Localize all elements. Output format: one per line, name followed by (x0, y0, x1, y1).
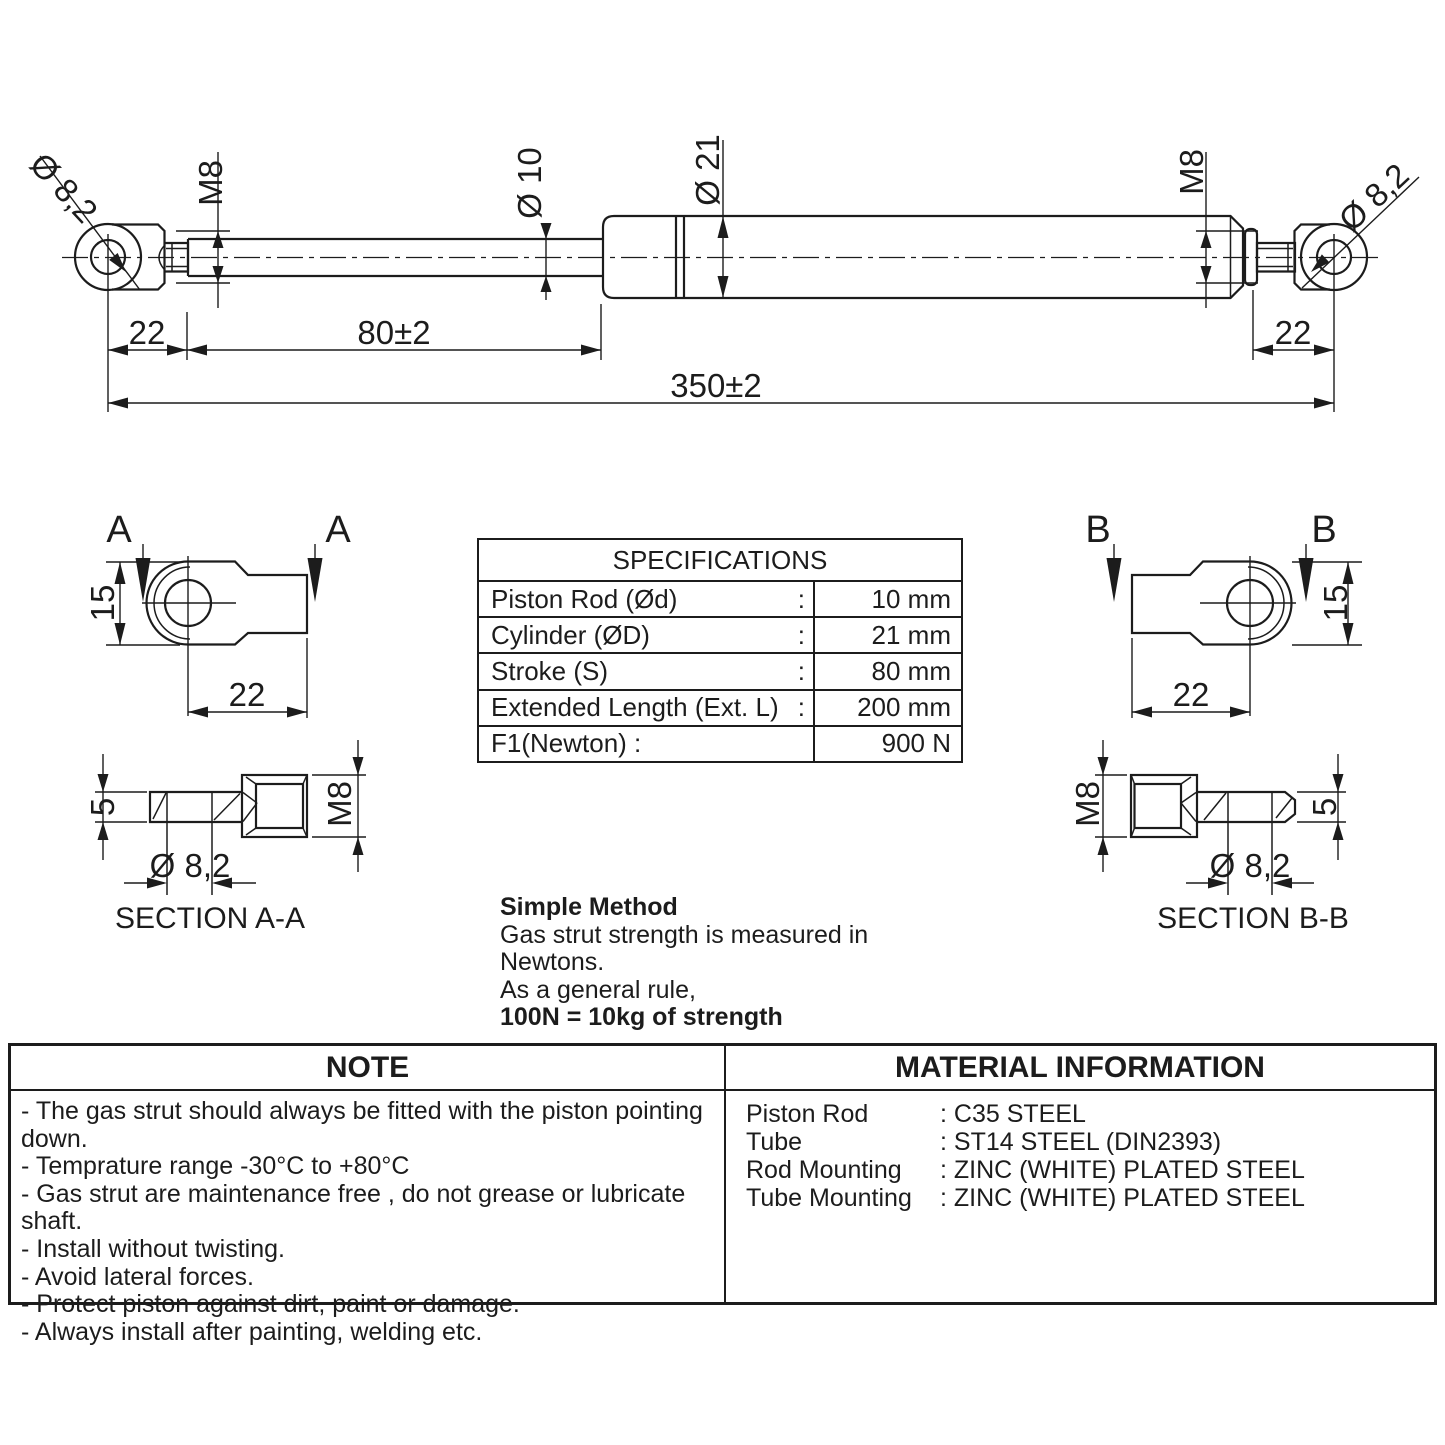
spec-row-f1-newton (479, 727, 961, 761)
section-a-marker-right: A (325, 509, 351, 551)
note-item: - Install without twisting. (21, 1234, 285, 1263)
section-a-title: SECTION A-A (114, 902, 306, 935)
spec-label: Stroke (S) (491, 656, 609, 686)
section-a-thickness-label: 5 (84, 797, 121, 817)
spec-value: 10 mm (871, 583, 951, 614)
spec-colon: : (797, 656, 805, 686)
simple-method-line: Gas strut strength is measured in Newtons. (500, 920, 869, 976)
section-a-hole-label: Ø 8,2 (149, 847, 231, 884)
simple-method-title: Simple Method (500, 893, 678, 921)
section-b-marker-left: B (1085, 509, 1111, 551)
note-item: - Protect piston against dirt, paint or damage. (21, 1290, 520, 1319)
spec-row-stroke (479, 654, 961, 690)
note-title: NOTE (11, 1046, 724, 1091)
rod-eye-diameter-label: Ø 8,2 (22, 145, 105, 230)
tube-diameter-label: Ø 21 (689, 134, 726, 206)
note-item: - Temprature range -30°C to +80°C (21, 1152, 410, 1181)
view-b-height-label: 15 (1317, 584, 1354, 622)
spec-row-piston-rod (479, 582, 961, 618)
material-value: : C35 STEEL (940, 1100, 1086, 1128)
spec-row-cylinder (479, 618, 961, 654)
rod-thread-label: M8 (192, 160, 229, 206)
spec-label: Extended Length (Ext. L) (491, 692, 779, 723)
stroke-length-label: 80±2 (357, 314, 431, 351)
specifications-title: SPECIFICATIONS (479, 540, 961, 582)
view-a-geometry (106, 544, 323, 718)
eye-length-left-label: 22 (128, 314, 166, 351)
material-row (746, 1128, 1434, 1156)
tube-eye-diameter-label: Ø 8,2 (1331, 156, 1416, 239)
simple-method-line: As a general rule, (500, 975, 696, 1004)
section-b-hole-label: Ø 8,2 (1209, 847, 1291, 884)
rod-diameter-label: Ø 10 (511, 147, 548, 219)
view-a-width-label: 22 (228, 676, 266, 713)
material-value: : ZINC (WHITE) PLATED STEEL (940, 1184, 1305, 1212)
material-label: Tube Mounting (746, 1184, 912, 1212)
simple-method-rule: 100N = 10kg of strength (500, 1003, 783, 1031)
spec-label: Piston Rod (Ød) (491, 583, 678, 614)
material-column (726, 1046, 1434, 1302)
total-length-label: 350±2 (670, 367, 762, 404)
eye-length-right-label: 22 (1274, 314, 1312, 351)
material-value: : ZINC (WHITE) PLATED STEEL (940, 1156, 1305, 1184)
section-b-thread-label: M8 (1069, 781, 1106, 827)
material-label: Rod Mounting (746, 1156, 902, 1184)
note-column (11, 1046, 726, 1346)
spec-label: Cylinder (ØD) (491, 619, 650, 650)
material-label: Tube (746, 1128, 803, 1156)
section-b-title: SECTION B-B (1157, 902, 1349, 935)
tube-thread-label: M8 (1173, 149, 1210, 195)
section-a-thread-label: M8 (321, 781, 358, 827)
spec-row-extended-length (479, 691, 961, 727)
material-value: : ST14 STEEL (DIN2393) (940, 1128, 1222, 1156)
spec-label: F1(Newton) : (491, 728, 642, 759)
note-item: - Gas strut are maintenance free , do not grease or lubricate shaft. (21, 1179, 686, 1236)
note-item: - Always install after painting, welding etc. (21, 1317, 483, 1346)
section-b-thickness-label: 5 (1306, 797, 1343, 817)
specifications-table (477, 538, 963, 763)
spec-value: 200 mm (857, 692, 951, 723)
note-list (11, 1091, 724, 1346)
material-row (746, 1156, 1434, 1184)
spec-colon: : (797, 692, 805, 723)
view-b-geometry (1107, 544, 1363, 718)
spec-value: 80 mm (871, 656, 951, 686)
section-b-marker-right: B (1311, 509, 1337, 551)
note-item: - Avoid lateral forces. (21, 1262, 254, 1291)
material-label: Piston Rod (746, 1100, 869, 1128)
section-a-marker-left: A (106, 509, 132, 551)
simple-method-block (500, 894, 970, 1032)
material-list (726, 1091, 1434, 1212)
view-a-height-label: 15 (84, 584, 121, 622)
note-item: - The gas strut should always be fitted with the piston pointing down. (21, 1097, 703, 1153)
spec-colon: : (797, 619, 805, 650)
material-title: MATERIAL INFORMATION (726, 1046, 1434, 1091)
note-material-table (8, 1043, 1437, 1346)
view-b-width-label: 22 (1172, 676, 1210, 713)
spec-value: 900 N (881, 728, 951, 759)
material-row (746, 1184, 1434, 1212)
spec-colon: : (797, 583, 805, 614)
material-row (746, 1100, 1434, 1128)
spec-value: 21 mm (871, 619, 951, 650)
